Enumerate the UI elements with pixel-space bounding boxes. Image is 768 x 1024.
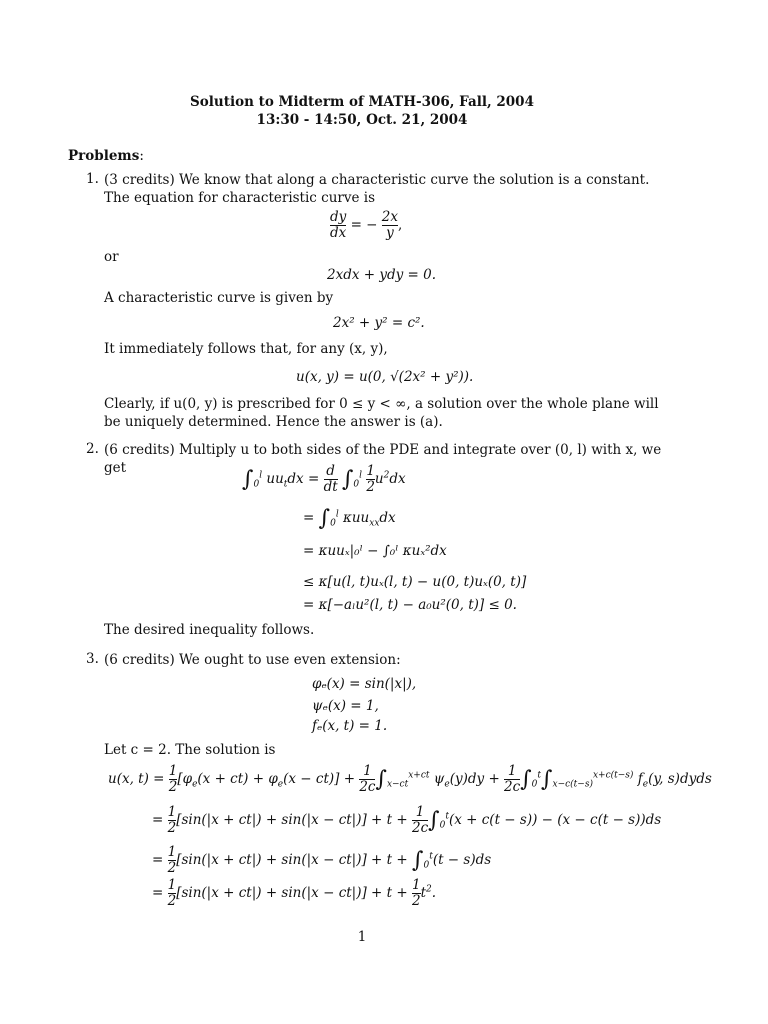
characteristic-ode: $\frac{dy}{dx}$ = − $\frac{2x}{y}$ , — [330, 209, 403, 241]
energy-line-4: ≤ κ[u(l, t)uₓ(l, t) − u(0, t)uₓ(0, t)] — [303, 574, 527, 590]
problem-3-intro: (6 credits) We ought to use even extension: — [104, 652, 401, 668]
characteristic-differential: 2xdx + ydy = 0. — [327, 267, 437, 283]
dy-dx-fraction: $\frac{dy}{dx}$ — [330, 209, 347, 241]
page-number: 1 — [357, 929, 367, 945]
energy-line-5: = κ[−aₗu²(l, t) − a₀u²(0, t)] ≤ 0. — [303, 597, 517, 613]
solution-line-3: = $\frac{1}{2}$ $[\sin(|x + ct|) + \sin(|x - ct|)] + t + \int_0^t(t - s)ds$ — [152, 844, 492, 876]
document-title-line-1: Solution to Midterm of MATH-306, Fall, 2004 — [190, 94, 534, 110]
problems-heading-colon: : — [139, 148, 144, 164]
problem-1-or: or — [104, 249, 119, 265]
solution-formula: u(x, y) = u(0, √(2x² + y²)). — [296, 369, 474, 385]
characteristic-curve-equation: 2x² + y² = c². — [333, 315, 425, 331]
solution-line-2: = $\frac{1}{2}$ [sin(|x + ct|) + sin(|x − ct|)] + t + $\frac{1}{2c}$ $\int_0^t(x + c(t - s)) - (x - c(t - s))ds$ — [152, 804, 662, 836]
problems-heading — [68, 148, 144, 164]
even-extension-f: fₑ(x, t) = 1. — [312, 718, 388, 734]
problem-1-intro: (3 credits) We know that along a characteristic curve the solution is a constant. The equation for characteristic curve is — [104, 172, 650, 206]
energy-line-1: $\int_0^l$ $uu_tdx$ = $\frac{d}{dt}$ $\int_0^l$ $\frac{1}{2}$ $u^2dx$ — [242, 463, 406, 495]
even-extension-psi: ψₑ(x) = 1, — [312, 698, 379, 714]
problem-2-number: 2. — [86, 441, 99, 457]
document-title-line-2: 13:30 - 14:50, Oct. 21, 2004 — [256, 112, 468, 128]
problem-1-curve-text: A characteristic curve is given by — [104, 290, 334, 306]
problem-2-intro: (6 credits) Multiply u to both sides of the PDE and integrate over (0, l) with x, we get — [104, 442, 662, 476]
solution-line-1: u(x, t) = $\frac{1}{2}$ $[\varphi_e(x + ct) + \varphi_e(x - ct)]$ + $\frac{1}{2c}$ $\int_{x-ct}^{x+ct}$ $\psi_e(y)dy$ + $\frac{1}{2c}$ $\int_0^t\int_{x-c(t-s)}^{x+c(t-s)}$ $f_e(y$, s)dyds — [108, 763, 712, 795]
solution-line-4: = $\frac{1}{2}$ [sin(|x + ct|) + sin(|x − ct|)] + t + $\frac{1}{2}$ $t^2$. — [152, 877, 437, 909]
even-extension-phi: φₑ(x) = sin(|x|), — [312, 676, 417, 692]
problem-2-conclusion: The desired inequality follows. — [104, 622, 315, 638]
problem-3-let: Let c = 2. The solution is — [104, 742, 276, 758]
energy-line-3: = κuuₓ|₀ˡ − ∫₀ˡ κuₓ²dx — [303, 543, 447, 559]
energy-line-2: = $\int_0^l$ κuu$_{xx}$dx — [303, 506, 396, 531]
problem-1-number: 1. — [86, 171, 99, 187]
problem-3-number: 3. — [86, 651, 99, 667]
problem-1-conclusion: Clearly, if u(0, y) is prescribed for 0 ≤ y < ∞, a solution over the whole plane will be uniquely determined. Hence the answer is (a). — [104, 396, 659, 430]
problem-1-follows: It immediately follows that, for any (x, y), — [104, 341, 388, 357]
problems-heading-label: Problems — [68, 148, 140, 164]
2x-over-y-fraction: $\frac{2x}{y}$ — [381, 209, 398, 241]
